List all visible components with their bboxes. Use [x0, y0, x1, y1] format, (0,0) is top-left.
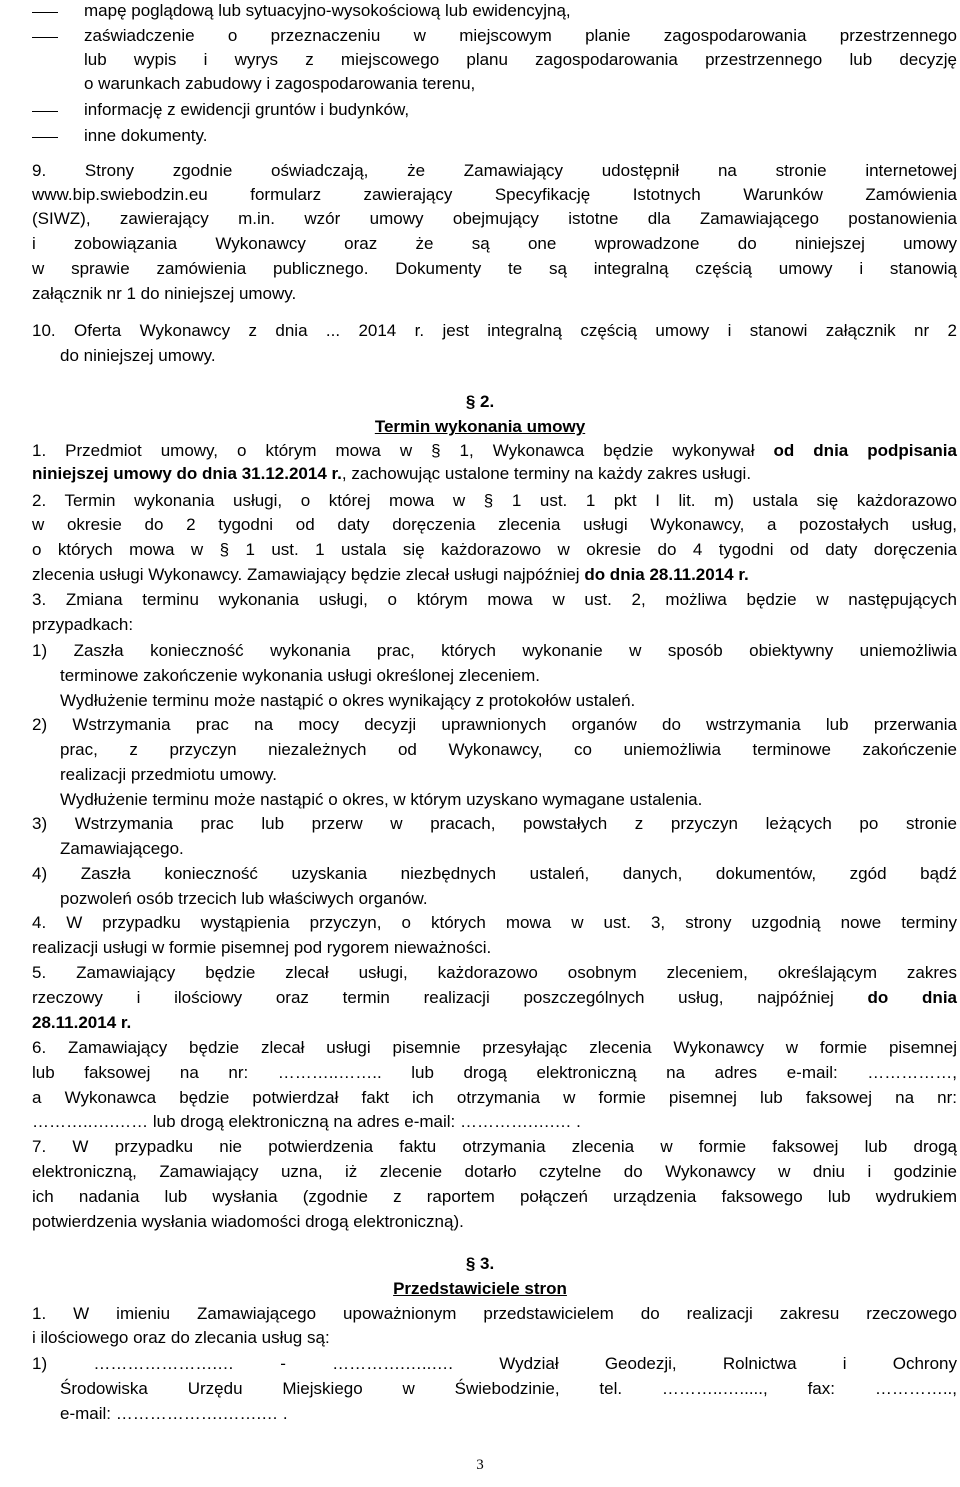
text-plain: 1. Przedmiot umowy, o którym mowa w § 1, Wykonawca będzie wykonywał: [32, 441, 774, 460]
paragraph-line: [32, 987, 957, 1009]
text-plain: , zachowując ustalone terminy na każdy zakres usługi.: [341, 464, 752, 483]
paragraph-line: 28.11.2014 r.: [32, 1013, 132, 1032]
paragraph-line: o których mowa w § 1 ust. 1 ustala się każdorazowo w okresie do 4 tygodni od daty doręczenia: [32, 540, 957, 559]
paragraph-line: 4. W przypadku wystąpienia przyczyn, o których mowa w ust. 3, strony uzgodnią nowe terminy: [32, 913, 957, 932]
text-plain: rzeczowy i ilościowy oraz termin realizacji poszczególnych usług, najpóźniej: [32, 988, 868, 1007]
text-bold: do dnia 28.11.2014 r.: [584, 565, 749, 584]
paragraph-line: przypadkach:: [32, 615, 134, 634]
paragraph-line: do niniejszej umowy.: [60, 346, 216, 365]
bullet-item-cont: o warunkach zabudowy i zagospodarowania terenu,: [84, 74, 476, 93]
paragraph-line: realizacji usługi w formie pisemnej pod rygorem nieważności.: [32, 938, 492, 957]
paragraph-line: terminowe zakończenie wykonania usługi określonej zleceniem.: [60, 666, 541, 685]
paragraph-line: 1. W imieniu Zamawiającego upoważnionym przedstawicielem do realizacji zakresu rzeczowego: [32, 1304, 957, 1323]
dash-marker: [32, 12, 58, 13]
paragraph-line: prac, z przyczyn niezależnych od Wykonawcy, co uniemożliwia terminowe zakończenie: [60, 740, 957, 759]
paragraph-line: pozwoleń osób trzecich lub właściwych organów.: [60, 889, 428, 908]
paragraph-line: w okresie do 2 tygodni od daty doręczenia zlecenia usługi Wykonawcy, a pozostałych usług,: [32, 515, 957, 534]
section-2-title: [0, 416, 960, 438]
paragraph-line: www.bip.swiebodzin.eu formularz zawierający Specyfikację Istotnych Warunków Zamówienia: [32, 185, 957, 204]
paragraph-line: 1) Zaszła konieczność wykonania prac, których wykonanie w sposób obiektywny uniemożliwia: [32, 641, 957, 660]
paragraph-line: (SIWZ), zawierający m.in. wzór umowy obejmujący istotne dla Zamawiającego postanowienia: [32, 209, 957, 228]
text-bold: od dnia podpisania: [773, 441, 957, 460]
bullet-item: informację z ewidencji gruntów i budynków,: [84, 100, 410, 119]
paragraph-line: 7. W przypadku nie potwierdzenia faktu otrzymania zlecenia w formie faksowej lub drogą: [32, 1137, 957, 1156]
text-bold: niniejszej umowy do dnia 31.12.2014 r.: [32, 464, 342, 483]
paragraph-line: Zamawiającego.: [60, 839, 184, 858]
paragraph-line: 10. Oferta Wykonawcy z dnia ... 2014 r. jest integralną częścią umowy i stanowi załącznik nr 2: [32, 321, 957, 340]
section-3-title: [0, 1278, 960, 1300]
paragraph-line: w sprawie zamówienia publicznego. Dokumenty te są integralną częścią umowy i stanowią: [32, 259, 957, 278]
paragraph-line: Środowiska Urzędu Miejskiego w Świebodzinie, tel. ………..…....., fax: …………..,: [60, 1379, 957, 1398]
paragraph-line: realizacji przedmiotu umowy.: [60, 765, 277, 784]
page-number: 3: [476, 1457, 484, 1473]
paragraph-line: 3) Wstrzymania prac lub przerw w pracach, powstałych z przyczyn leżących po stronie: [32, 814, 957, 833]
paragraph-line: 4) Zaszła konieczność uzyskania niezbędnych ustaleń, danych, dokumentów, zgód bądź: [32, 864, 957, 883]
dash-marker: [32, 137, 58, 138]
paragraph-line: i ilościowego oraz do zlecania usług są:: [32, 1328, 330, 1347]
paragraph-line: [32, 440, 957, 462]
paragraph-line: załącznik nr 1 do niniejszej umowy.: [32, 284, 297, 303]
bullet-item: mapę poglądową lub sytuacyjno-wysokościową lub ewidencyjną,: [84, 1, 571, 20]
section-3-number: § 3.: [465, 1254, 495, 1273]
paragraph-line: 3. Zmiana terminu wykonania usługi, o którym mowa w ust. 2, możliwa będzie w następujących: [32, 590, 957, 609]
paragraph-line: 2) Wstrzymania prac na mocy decyzji uprawnionych organów do wstrzymania lub przerwania: [32, 715, 957, 734]
paragraph-line: Wydłużenie terminu może nastąpić o okres wynikający z protokołów ustaleń.: [60, 691, 636, 710]
paragraph-line: a Wykonawca będzie potwierdzał fakt ich otrzymania w formie pisemnej lub faksowej na nr:: [32, 1088, 957, 1107]
paragraph-line: elektroniczną, Zamawiający uzna, iż zlecenie dotarło czytelne do Wykonawcy w dniu i godzinie: [32, 1162, 957, 1181]
bullet-item: inne dokumenty.: [84, 126, 208, 145]
text-bold: do dnia: [867, 988, 957, 1007]
paragraph-line: e-mail: ……………….…….… .: [60, 1404, 288, 1423]
text-plain: zlecenia usługi Wykonawcy. Zamawiający będzie zlecał usługi najpóźniej: [32, 565, 585, 584]
dash-marker: [32, 111, 58, 112]
paragraph-line: [32, 463, 751, 485]
bullet-item: zaświadczenie o przeznaczeniu w miejscowym planie zagospodarowania przestrzennego: [84, 26, 957, 45]
paragraph-line: 9. Strony zgodnie oświadczają, że Zamawiający udostępnił na stronie internetowej: [32, 161, 957, 180]
dash-marker: [32, 37, 58, 38]
paragraph-line: 6. Zamawiający będzie zlecał usługi pisemnie przesyłając zlecenia Wykonawcy w formie pisemnej: [32, 1038, 957, 1057]
paragraph-line: 5. Zamawiający będzie zlecał usługi, każdorazowo osobnym zleceniem, określającym zakres: [32, 963, 957, 982]
paragraph-line: ………..….…… lub drogą elektroniczną na adres e-mail: ………….….… .: [32, 1112, 581, 1131]
paragraph-line: potwierdzenia wysłania wiadomości drogą elektroniczną).: [32, 1212, 464, 1231]
section-2-number: § 2.: [465, 392, 495, 411]
section-2-title-text: Termin wykonania umowy: [374, 417, 586, 436]
bullet-item-cont: lub wypis i wyrys z miejscowego planu zagospodarowania przestrzennego lub decyzję: [84, 50, 957, 69]
paragraph-line: lub faksowej na nr: ………..…….. lub drogą elektroniczną na adres e-mail: ……………,: [32, 1063, 957, 1082]
paragraph-line: 1) ………………….… - ………….…..…. Wydział Geodezji, Rolnictwa i Ochrony: [32, 1354, 957, 1373]
section-3-title-text: Przedstawiciele stron: [393, 1279, 567, 1298]
paragraph-line: Wydłużenie terminu może nastąpić o okres, w którym uzyskano wymagane ustalenia.: [60, 790, 703, 809]
paragraph-line: i zobowiązania Wykonawcy oraz że są one wprowadzone do niniejszej umowy: [32, 234, 957, 253]
paragraph-line: 2. Termin wykonania usługi, o której mowa w § 1 ust. 1 pkt I lit. m) ustala się każdorazowo: [32, 491, 957, 510]
paragraph-line: ich nadania lub wysłania (zgodnie z raportem połączeń urządzenia faksowego lub wydrukiem: [32, 1187, 957, 1206]
paragraph-line: [32, 564, 749, 586]
